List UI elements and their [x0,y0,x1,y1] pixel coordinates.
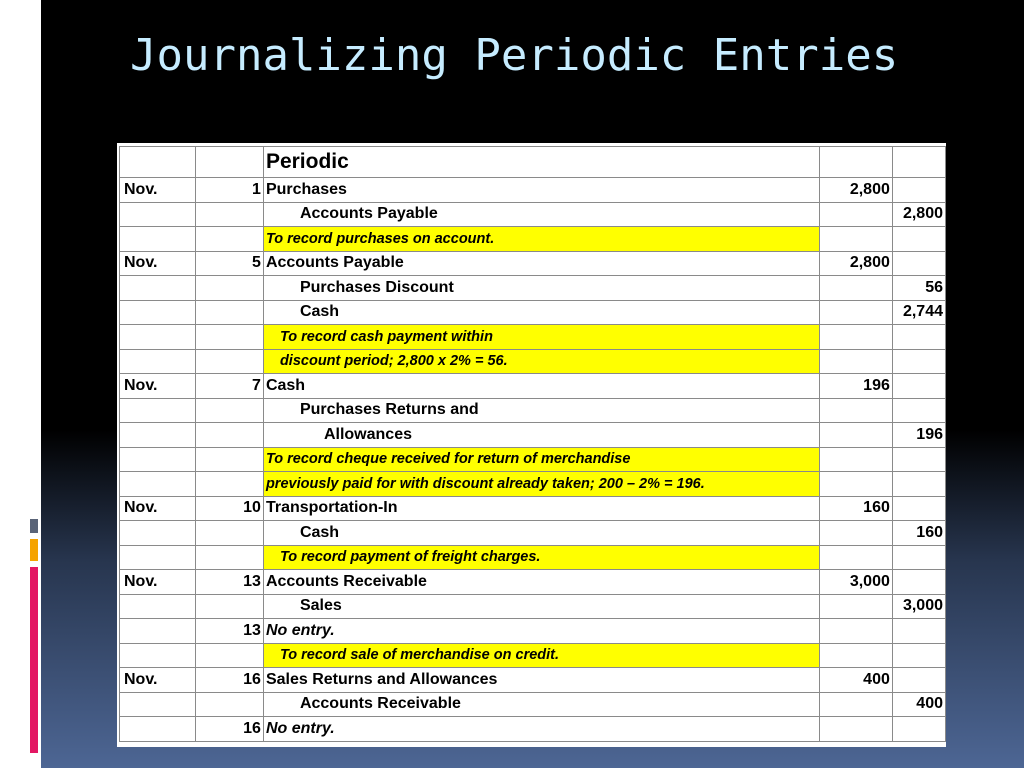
debit-cell [820,147,893,178]
description-cell: To record sale of merchandise on credit. [263,643,819,668]
credit-cell [892,619,945,644]
credit-cell [892,447,945,472]
month-cell [120,227,196,252]
accent-bar-pink [30,567,38,753]
description-cell: To record payment of freight charges. [263,545,819,570]
month-cell: Nov. [120,374,196,399]
description-cell: Accounts Receivable [263,570,819,595]
credit-cell [892,251,945,276]
day-cell: 10 [195,496,263,521]
journal-row [120,202,946,227]
journal-row [120,717,946,742]
debit-cell [820,521,893,546]
day-cell [195,227,263,252]
description-cell: Cash [263,521,819,546]
journal-row [120,545,946,570]
journal-row [120,521,946,546]
description-cell: Accounts Payable [263,202,819,227]
debit-cell [820,619,893,644]
description-cell: Purchases [263,178,819,203]
debit-cell [820,545,893,570]
debit-cell [820,227,893,252]
day-cell: 16 [195,668,263,693]
day-cell: 7 [195,374,263,399]
description-cell: Accounts Payable [263,251,819,276]
debit-cell: 196 [820,374,893,399]
month-cell [120,447,196,472]
credit-cell [892,643,945,668]
credit-cell [892,374,945,399]
month-cell [120,398,196,423]
day-cell [195,692,263,717]
credit-cell [892,570,945,595]
debit-cell [820,423,893,448]
description-cell: Transportation-In [263,496,819,521]
day-cell: 13 [195,619,263,644]
accent-bar-orange [30,539,38,561]
journal-row [120,692,946,717]
journal-row [120,276,946,301]
credit-cell [892,398,945,423]
description-cell: discount period; 2,800 x 2% = 56. [263,349,819,374]
journal-row [120,570,946,595]
debit-cell: 2,800 [820,178,893,203]
month-cell [120,349,196,374]
journal-row [120,472,946,497]
day-cell [195,276,263,301]
credit-cell: 2,744 [892,300,945,325]
debit-cell: 2,800 [820,251,893,276]
journal-table [119,146,946,742]
month-cell: Nov. [120,251,196,276]
month-cell: Nov. [120,178,196,203]
month-cell [120,521,196,546]
credit-cell: 3,000 [892,594,945,619]
journal-row [120,496,946,521]
day-cell [195,349,263,374]
month-cell [120,472,196,497]
day-cell: 1 [195,178,263,203]
journal-row [120,423,946,448]
debit-cell [820,472,893,497]
day-cell: 13 [195,570,263,595]
day-cell [195,147,263,178]
journal-row [120,374,946,399]
month-cell [120,643,196,668]
debit-cell: 400 [820,668,893,693]
day-cell [195,472,263,497]
month-cell [120,692,196,717]
description-cell: No entry. [263,717,819,742]
journal-row [120,643,946,668]
credit-cell [892,717,945,742]
description-cell: previously paid for with discount already taken; 200 – 2% = 196. [263,472,819,497]
month-cell [120,276,196,301]
debit-cell [820,447,893,472]
day-cell [195,398,263,423]
month-cell [120,147,196,178]
description-cell: Purchases Discount [263,276,819,301]
day-cell [195,521,263,546]
day-cell [195,643,263,668]
description-cell: Allowances [263,423,819,448]
journal-row [120,251,946,276]
credit-cell [892,668,945,693]
journal-row [120,447,946,472]
journal-row [120,668,946,693]
credit-cell [892,545,945,570]
month-cell [120,717,196,742]
credit-cell [892,325,945,350]
credit-cell [892,496,945,521]
description-cell: Purchases Returns and [263,398,819,423]
day-cell [195,300,263,325]
day-cell [195,202,263,227]
credit-cell: 2,800 [892,202,945,227]
day-cell [195,447,263,472]
journal-row [120,325,946,350]
day-cell [195,325,263,350]
day-cell: 5 [195,251,263,276]
description-cell: To record cash payment within [263,325,819,350]
credit-cell: 196 [892,423,945,448]
month-cell: Nov. [120,570,196,595]
debit-cell [820,276,893,301]
debit-cell [820,202,893,227]
debit-cell: 3,000 [820,570,893,595]
description-cell: No entry. [263,619,819,644]
journal-row [120,349,946,374]
month-cell [120,545,196,570]
debit-cell [820,300,893,325]
credit-cell [892,472,945,497]
description-cell: To record purchases on account. [263,227,819,252]
description-cell: Sales Returns and Allowances [263,668,819,693]
journal-row [120,619,946,644]
credit-cell [892,349,945,374]
month-cell [120,619,196,644]
credit-cell: 160 [892,521,945,546]
debit-cell [820,398,893,423]
journal-row [120,178,946,203]
credit-cell [892,147,945,178]
debit-cell [820,594,893,619]
debit-cell [820,325,893,350]
month-cell [120,423,196,448]
periodic-heading: Periodic [263,147,819,178]
journal-row [120,398,946,423]
debit-cell: 160 [820,496,893,521]
debit-cell [820,717,893,742]
month-cell [120,202,196,227]
journal-sheet [117,143,946,747]
credit-cell [892,227,945,252]
day-cell [195,594,263,619]
month-cell [120,325,196,350]
credit-cell [892,178,945,203]
journal-row [120,594,946,619]
credit-cell: 56 [892,276,945,301]
month-cell: Nov. [120,496,196,521]
journal-row [120,227,946,252]
debit-cell [820,692,893,717]
description-cell: Sales [263,594,819,619]
day-cell [195,423,263,448]
accent-bar-gray [30,519,38,533]
debit-cell [820,349,893,374]
description-cell: Accounts Receivable [263,692,819,717]
journal-heading-row [120,147,946,178]
slide-title: Journalizing Periodic Entries [130,30,899,81]
month-cell [120,594,196,619]
journal-row [120,300,946,325]
description-cell: To record cheque received for return of merchandise [263,447,819,472]
day-cell: 16 [195,717,263,742]
description-cell: Cash [263,374,819,399]
debit-cell [820,643,893,668]
day-cell [195,545,263,570]
month-cell [120,300,196,325]
description-cell: Cash [263,300,819,325]
credit-cell: 400 [892,692,945,717]
month-cell: Nov. [120,668,196,693]
